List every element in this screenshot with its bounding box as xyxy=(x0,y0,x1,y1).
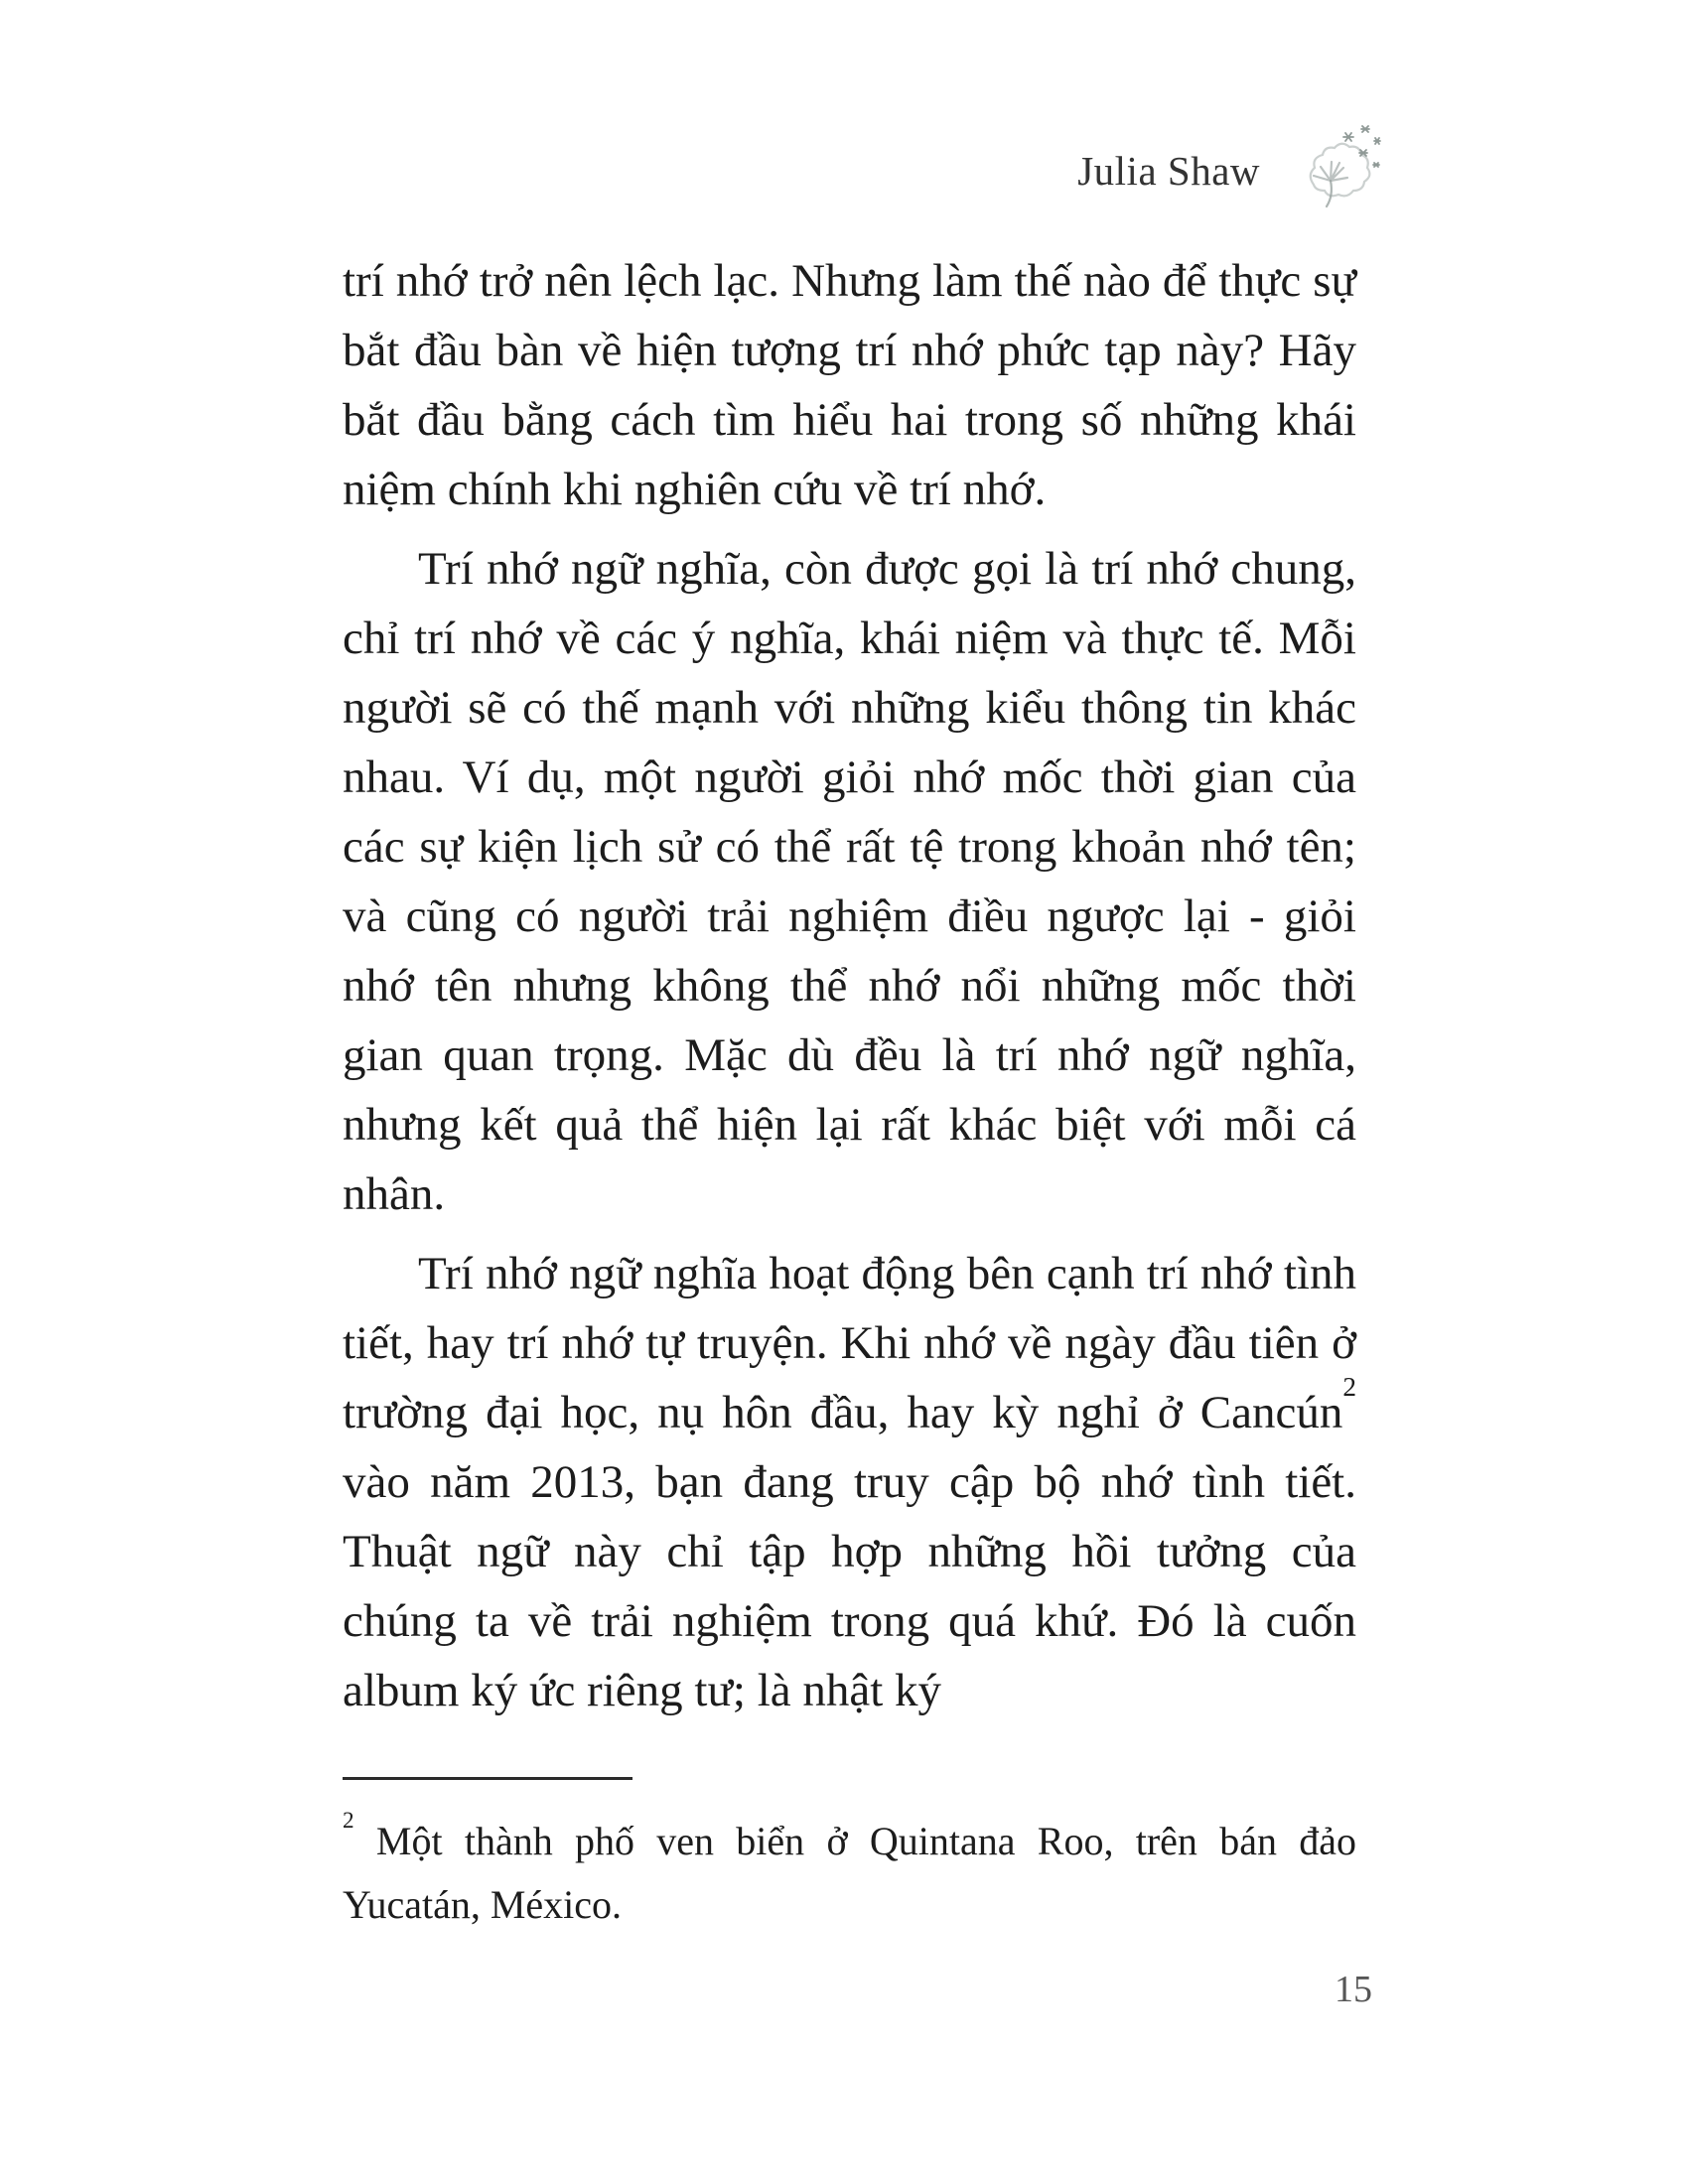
footnote-section xyxy=(343,1777,1356,1937)
dandelion-icon xyxy=(1286,121,1385,220)
paragraph-text: Trí nhớ ngữ nghĩa hoạt động bên cạnh trí nhớ tình tiết, hay trí nhớ tự truyện. Khi nhớ về ngày đầu tiên ở trường đại học, nụ hôn đầu, hay kỳ nghỉ ở Cancún xyxy=(343,1248,1356,1438)
page-content xyxy=(343,246,1356,1937)
paragraph: Trí nhớ ngữ nghĩa, còn được gọi là trí nhớ chung, chỉ trí nhớ về các ý nghĩa, khái niệm và thực tế. Mỗi người sẽ có thế mạnh với những kiểu thông tin khác nhau. Ví dụ, một người giỏi nhớ mốc thời gian của các sự kiện lịch sử có thể rất tệ trong khoản nhớ tên; và cũng có người trải nghiệm điều ngược lại - giỏi nhớ tên nhưng không thể nhớ nổi những mốc thời gian quan trọng. Mặc dù đều là trí nhớ ngữ nghĩa, nhưng kết quả thể hiện lại rất khác biệt với mỗi cá nhân. xyxy=(343,543,1356,1220)
paragraph-text: vào năm 2013, bạn đang truy cập bộ nhớ tình tiết. Thuật ngữ này chỉ tập hợp những hồi tưởng của chúng ta về trải nghiệm trong quá khứ. Đó là cuốn album ký ức riêng tư; là nhật ký xyxy=(343,1456,1356,1716)
footnote-marker: 2 xyxy=(343,1807,354,1834)
paragraph xyxy=(343,1239,1356,1725)
page-body xyxy=(343,246,1356,1725)
footnote-divider xyxy=(343,1777,633,1780)
page-number: 15 xyxy=(1335,1969,1372,2010)
footnote-reference: 2 xyxy=(1342,1372,1356,1403)
running-header-title: Julia Shaw xyxy=(1077,148,1260,194)
running-header xyxy=(343,121,1385,220)
footnote xyxy=(343,1807,1356,1937)
paragraph: trí nhớ trở nên lệch lạc. Nhưng làm thế nào để thực sự bắt đầu bàn về hiện tượng trí nhớ phức tạp này? Hãy bắt đầu bằng cách tìm hiểu hai trong số những khái niệm chính khi nghiên cứu về trí nhớ. xyxy=(343,255,1356,515)
footnote-text: Một thành phố ven biển ở Quintana Roo, trên bán đảo Yucatán, México. xyxy=(343,1819,1356,1927)
